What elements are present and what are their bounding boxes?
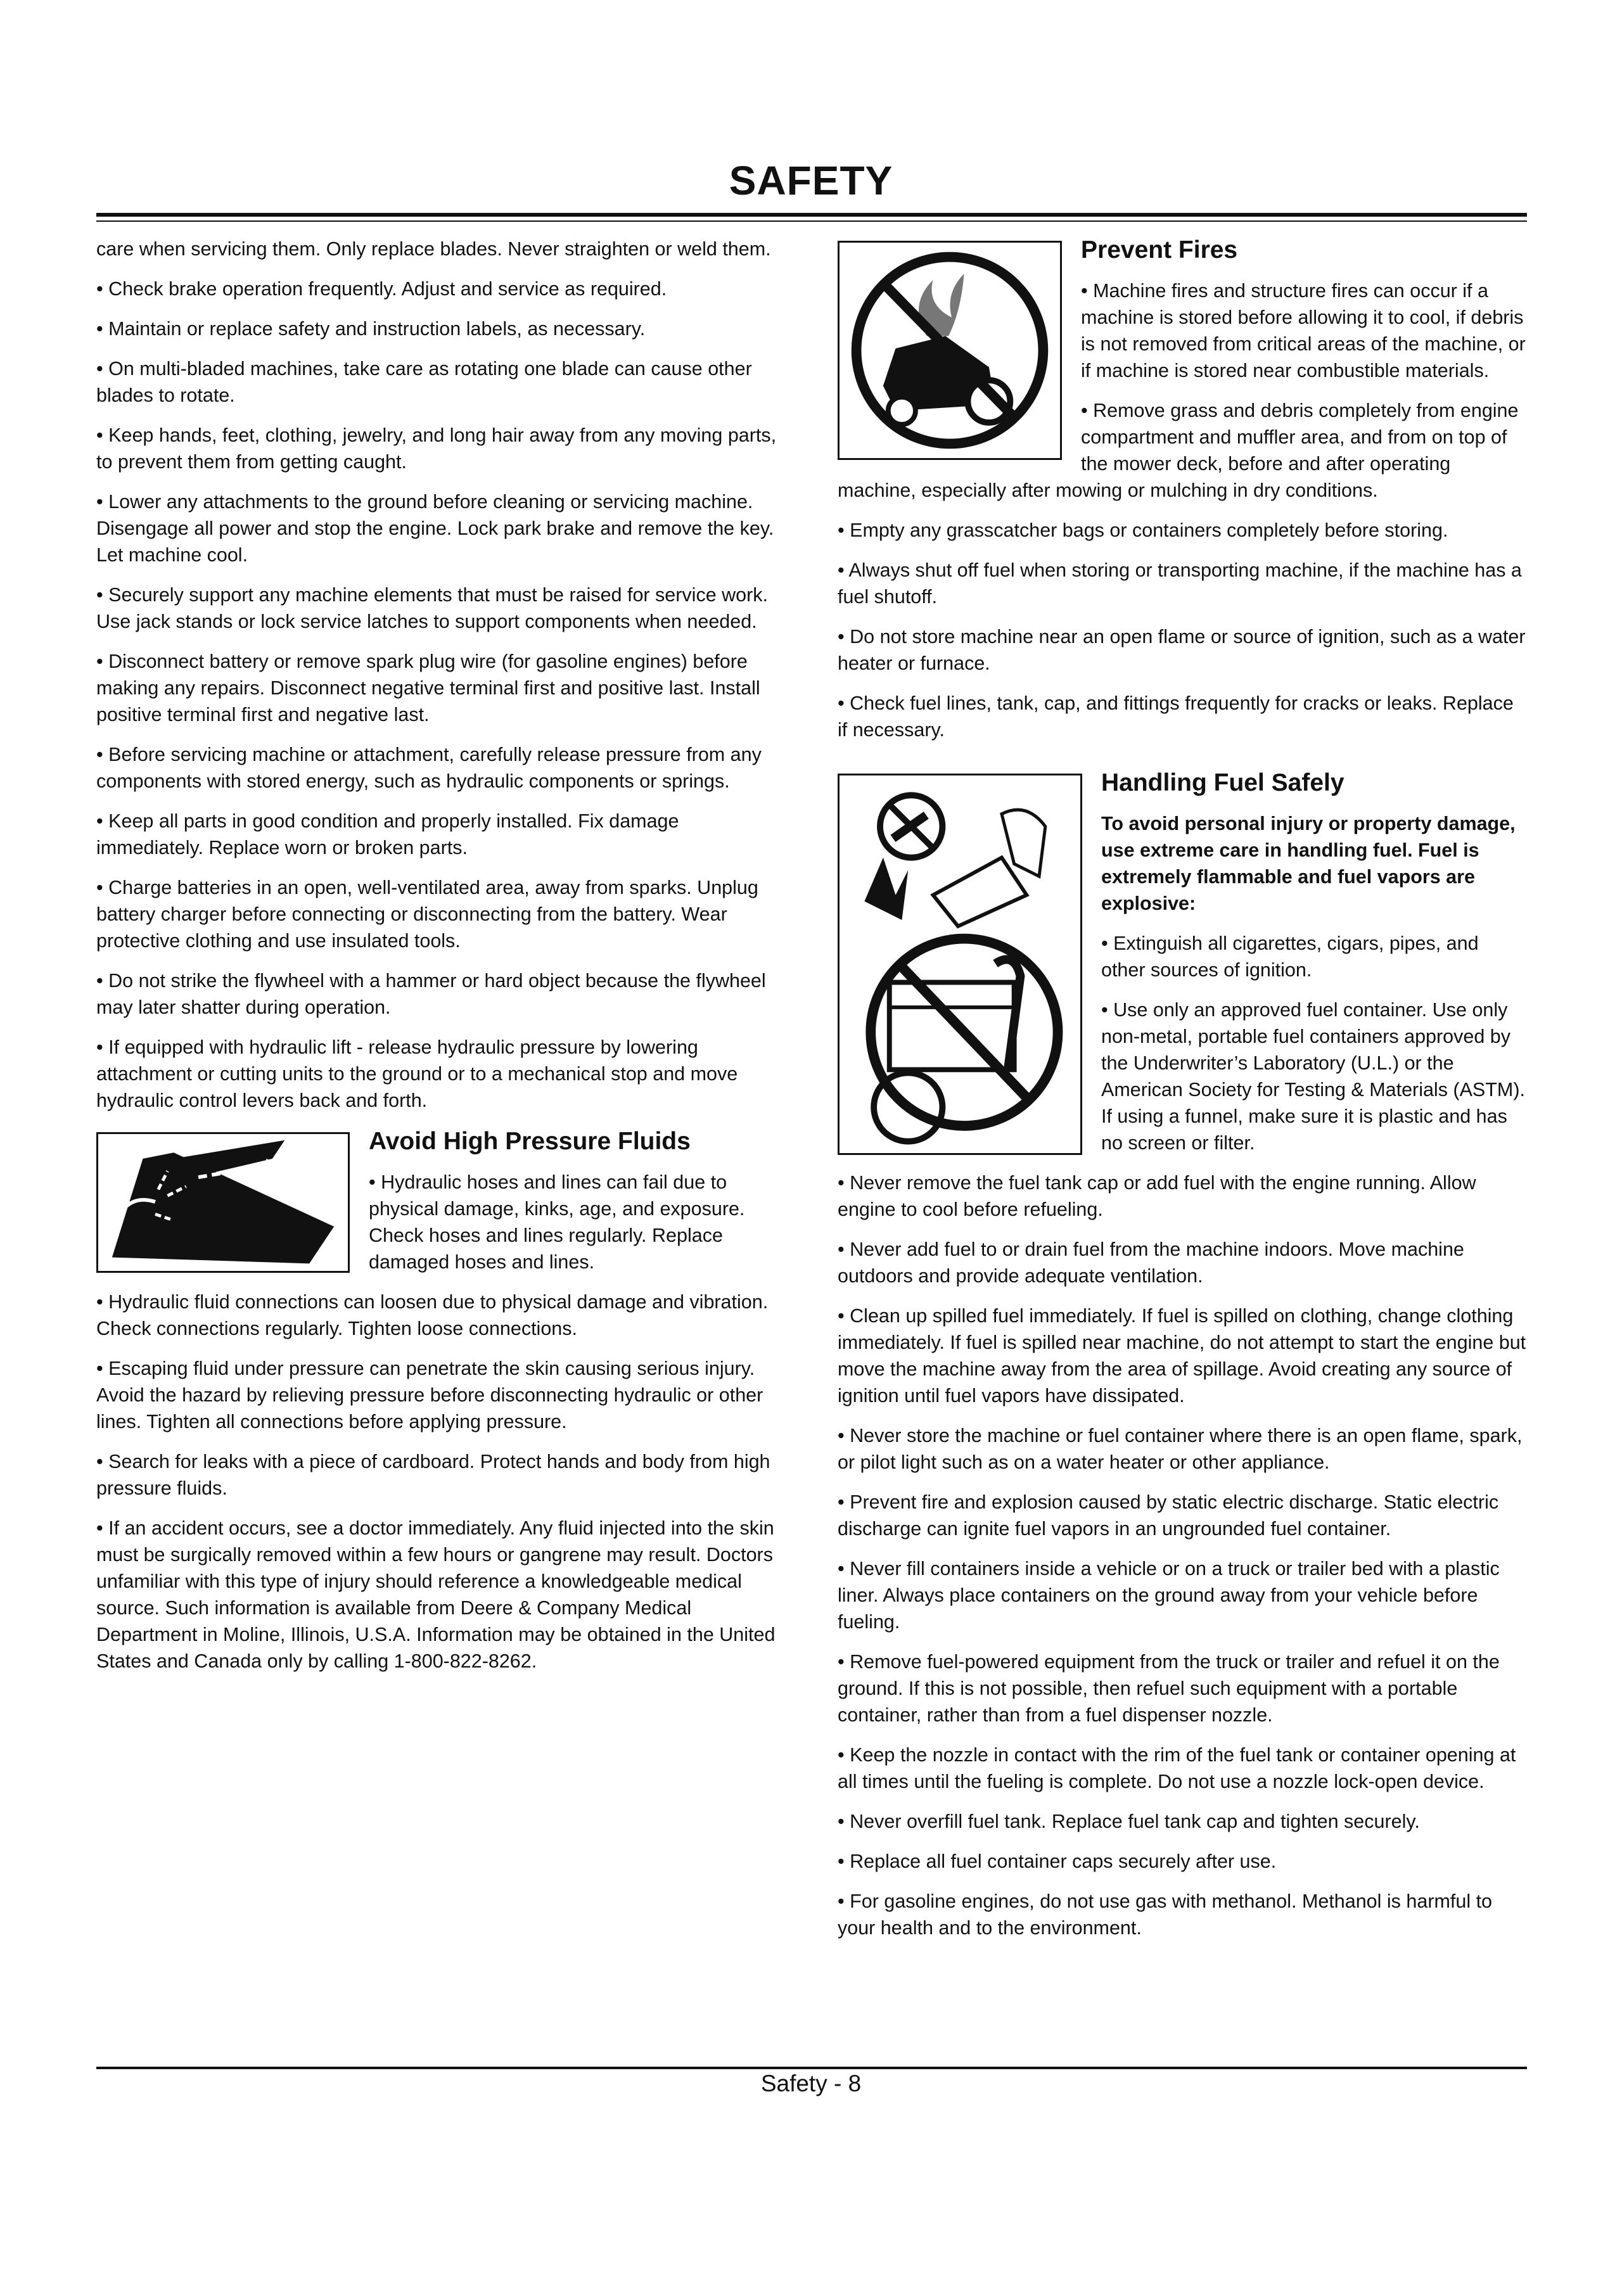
fuel-para: • Never overfill fuel tank. Replace fuel tank cap and tighten securely. [838,1811,1420,1832]
left-para: • Charge batteries in an open, well-ventilated area, away from sparks. Unplug battery charger before connecting or disconnecting from the battery. Wear protective clothing and use insulated tools. [96,877,758,952]
left-para: • Maintain or replace safety and instruction labels, as necessary. [96,318,646,340]
fuel-para: • For gasoline engines, do not use gas with methanol. Methanol is harmful to your health and to the environment. [838,1891,1493,1939]
fluid-injection-illustration [98,1134,348,1271]
section-prevent-fires [838,236,1527,743]
fuel-para: • Never add fuel to or drain fuel from the machine indoors. Move machine outdoors and provide adequate ventilation. [838,1239,1464,1287]
left-para: • Keep hands, feet, clothing, jewelry, and long hair away from any moving parts, to prevent them from getting caught. [96,424,777,473]
left-column [96,236,787,1688]
header-rule [96,213,1527,217]
fires-para: • Empty any grasscatcher bags or containers completely before storing. [838,520,1448,541]
left-para: • Keep all parts in good condition and properly installed. Fix damage immediately. Replace worn or broken parts. [96,810,679,858]
header-rule-thin [96,220,1527,222]
fuel-para: • Clean up spilled fuel immediately. If fuel is spilled on clothing, change clothing immediately. If fuel is spilled near machine, do not attempt to start the engine but move the machine away from the area of spillage. Avoid creating any source of ignition until fuel vapors have dissipated. [838,1305,1526,1406]
fuel-warning: To avoid personal injury or property damage, use extreme care in handling fuel. Fuel is extremely flammable and fuel vapors are explosive: [1101,813,1516,914]
fuel-para: • Never store the machine or fuel container where there is an open flame, spark, or pilot light such as on a water heater or other appliance. [838,1425,1523,1473]
fires-para: • Do not store machine near an open flame or source of ignition, such as a water heater or furnace. [838,626,1526,674]
fluids-para: • Search for leaks with a piece of cardboard. Protect hands and body from high pressure fluids. [96,1451,770,1499]
section-title: Avoid High Pressure Fluids [369,1128,691,1155]
fuel-handling-illustration [840,775,1080,1153]
footer-rule [96,2067,1527,2069]
left-para: • Before servicing machine or attachment, carefully release pressure from any components with stored energy, such as hydraulic components or springs. [96,744,762,792]
fuel-handling-hazard-icon [838,774,1082,1155]
left-para: care when servicing them. Only replace blades. Never straighten or weld them. [96,238,771,260]
section-handling-fuel [838,769,1527,1941]
left-para: • Lower any attachments to the ground before cleaning or servicing machine. Disengage all power and stop the engine. Lock park brake and remove the key. Let machine cool. [96,491,774,566]
left-para: • On multi-bladed machines, take care as rotating one blade can cause other blades to rotate. [96,358,752,406]
fluids-para: • Escaping fluid under pressure can penetrate the skin causing serious injury. Avoid the hazard by relieving pressure before disconnecting hydraulic or other lines. Tighten all connections before applying pressure. [96,1358,763,1432]
fuel-para: • Remove fuel-powered equipment from the truck or trailer and refuel it on the ground. If this is not possible, then refuel such equipment with a portable container, rather than from a fuel dispenser nozzle. [838,1651,1500,1726]
no-fire-hazard-icon [838,241,1062,460]
high-pressure-fluid-hazard-icon [96,1132,350,1273]
page-number: Safety - 8 [760,2070,862,2096]
left-para: • Disconnect battery or remove spark plug wire (for gasoline engines) before making any repairs. Disconnect negative terminal first and positive last. Install positive terminal first and negative last. [96,651,760,725]
fuel-para: • Extinguish all cigarettes, cigars, pipes, and other sources of ignition. [1101,933,1479,981]
fluids-para: • Hydraulic fluid connections can loosen due to physical damage and vibration. Check connections regularly. Tighten loose connections. [96,1291,769,1339]
section-title: Prevent Fires [1081,236,1238,264]
fuel-para: • Keep the nozzle in contact with the rim of the fuel tank or container opening at all times until the fueling is complete. Do not use a nozzle lock-open device. [838,1744,1516,1792]
fires-para: • Always shut off fuel when storing or transporting machine, if the machine has a fuel shutoff. [838,559,1522,608]
fires-para: • Machine fires and structure fires can occur if a machine is stored before allowing it to cool, if debris is not removed from critical areas of the machine, or if machine is stored near combustible materials. [1081,280,1526,381]
section-title: Handling Fuel Safely [1101,769,1344,796]
fuel-para: • Replace all fuel container caps securely after use. [838,1851,1277,1872]
left-para: • Do not strike the flywheel with a hammer or hard object because the flywheel may later shatter during operation. [96,970,766,1018]
fuel-para: • Prevent fire and explosion caused by static electric discharge. Static electric discharge can ignite fuel vapors in an ungrounded fuel container. [838,1491,1499,1540]
fires-para: • Remove grass and debris completely from engine compartment and muffler area, and from on top of the mower deck, before and after operating machine, especially after mowing or mulching in dry conditions. [838,400,1519,501]
left-para: • Securely support any machine elements that must be raised for service work. Use jack stands or lock service latches to support components when needed. [96,584,769,632]
left-para: • Check brake operation frequently. Adjust and service as required. [96,278,667,300]
fuel-para: • Never remove the fuel tank cap or add fuel with the engine running. Allow engine to cool before refueling. [838,1172,1476,1220]
fluids-para: • Hydraulic hoses and lines can fail due to physical damage, kinks, age, and exposure. Check hoses and lines regularly. Replace damaged hoses and lines. [369,1171,745,1273]
fires-para: • Check fuel lines, tank, cap, and fittings frequently for cracks or leaks. Replace if necessary. [838,692,1514,741]
left-para: • If equipped with hydraulic lift - release hydraulic pressure by lowering attachment or cutting units to the ground or to a mechanical stop and move hydraulic control levers back and forth. [96,1036,738,1111]
fuel-para: • Use only an approved fuel container. Use only non-metal, portable fuel containers approved by the Underwriter’s Laboratory (U.L.) or the American Society for Testing & Materials (ASTM). If using a funnel, make sure it is plastic and has no screen or filter. [1101,999,1525,1154]
fuel-para: • Never fill containers inside a vehicle or on a truck or trailer bed with a plastic liner. Always place containers on the ground away from your vehicle before fueling. [838,1558,1500,1633]
page-title: SAFETY [729,158,893,203]
right-column [838,236,1527,1955]
prevent-fires-illustration [840,243,1060,458]
section-high-pressure-fluids [96,1127,787,1674]
fluids-para: • If an accident occurs, see a doctor immediately. Any fluid injected into the skin must be surgically removed within a few hours or gangrene may result. Doctors unfamiliar with this type of injury should reference a knowledgeable medical source. Such information is available from Deere & Company Medical Department in Moline, Illinois, U.S.A. Information may be obtained in the United States and Canada only by calling 1-800-822-8262. [96,1517,776,1672]
